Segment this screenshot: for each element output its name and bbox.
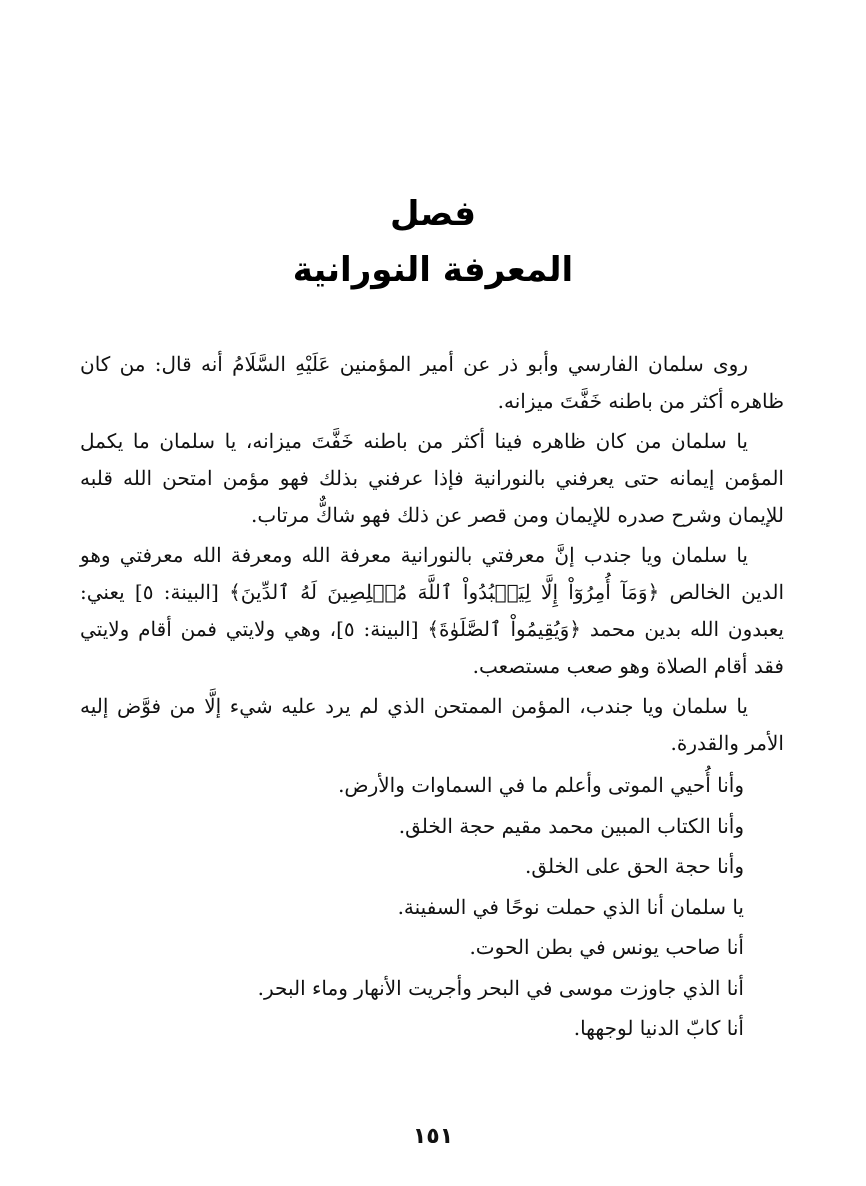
text-line: وأنا حجة الحق على الخلق. [525, 854, 744, 878]
page-number: ١٥١ [412, 1124, 454, 1149]
chapter-title: المعرفة النورانية [292, 250, 574, 290]
text-line: وأنا الكتاب المبين محمد مقيم حجة الخلق. [398, 813, 744, 838]
text-line: وأنا أُحيي الموتى وأعلم ما في السماوات والأرض. [338, 773, 744, 797]
paragraph: يا سلمان ويا جندب إنَّ معرفتي بالنورانية معرفة الله ومعرفة الله معرفتي وهو الدين الخالص ﴿وَمَآ أُمِرُوٓاْ إِلَّا لِيَعۡبُدُواْ ٱللَّهَ مُخۡلِصِينَ لَهُ ٱلدِّينَ﴾ [البينة: ٥] يعني: يعبدون الله بدين محمد ﴿وَيُقِيمُواْ ٱلصَّلَوٰةَ﴾ [البينة: ٥]، وهي ولايتي فمن أقام ولايتي فقد أقام الصلاة وهو صعب مستصعب. [80, 543, 785, 678]
text-line: أنا كابّ الدنيا لوجهها. [573, 1016, 744, 1040]
paragraph: يا سلمان ويا جندب، المؤمن الممتحن الذي لم يرد عليه شيء إلَّا من فوَّض إليه الأمر والقدرة. [80, 694, 784, 755]
paragraph: يا سلمان من كان ظاهره فينا أكثر من باطنه خَفَّتَ ميزانه، يا سلمان ما يكمل المؤمن إيمانه حتى يعرفني بالنورانية فإذا عرفني بذلك فهو مؤمن امتحن الله قلبه للإيمان وشرح صدره للإيمان ومن قصر عن ذلك فهو شاكٌّ مرتاب. [80, 429, 784, 527]
text-line: يا سلمان أنا الذي حملت نوحًا في السفينة. [397, 894, 744, 919]
body-text [80, 346, 784, 1049]
paragraph: روى سلمان الفارسي وأبو ذر عن أمير المؤمنين عَلَيْهِ السَّلَامُ أنه قال: من كان ظاهره أكثر من باطنه خَفَّتَ ميزانه. [80, 352, 784, 413]
section-heading: فصل [389, 194, 477, 234]
text-line: أنا صاحب يونس في بطن الحوت. [469, 935, 744, 959]
text-line: أنا الذي جاوزت موسى في البحر وأجريت الأنهار وماء البحر. [257, 975, 744, 1000]
